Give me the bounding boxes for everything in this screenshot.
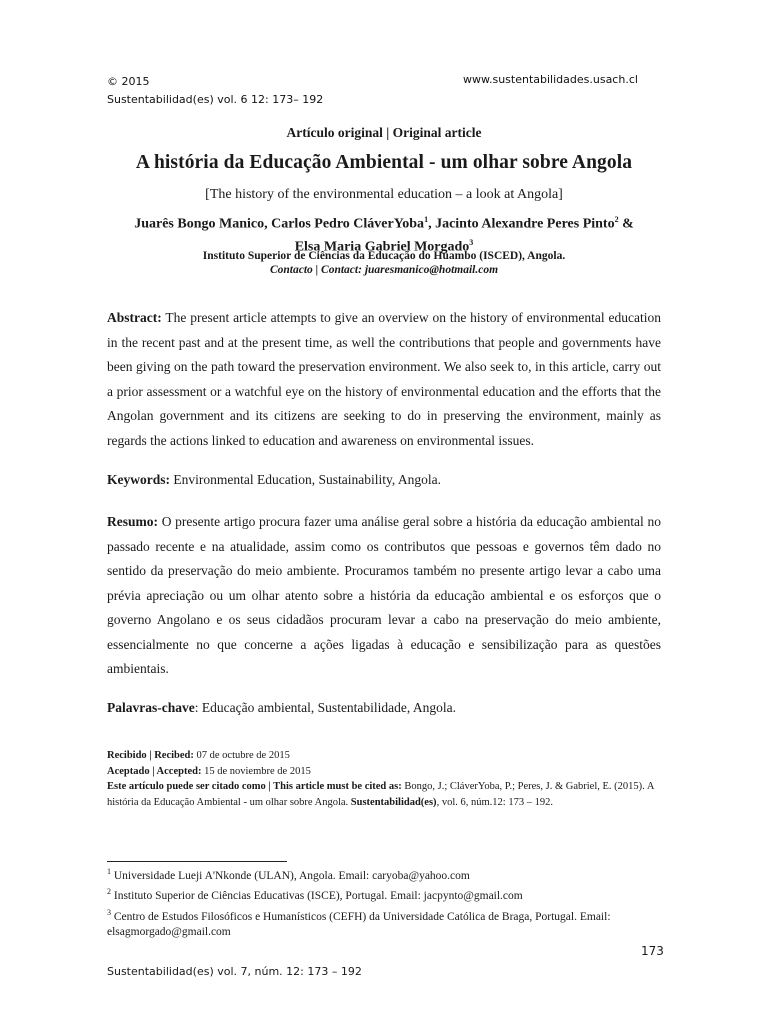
footnote: $^1$ Universidade Lueji A'Nkonde (ULAN), Angola. Email: caryoba@yahoo.com (107, 867, 470, 882)
author-name: Juarês Bongo Manico (134, 216, 265, 232)
contact-label: Contacto | Contact: (269, 264, 362, 276)
footnote-divider (107, 861, 287, 862)
palavras-chave (107, 696, 661, 721)
running-header-left (107, 73, 323, 109)
palavras-label: Palavras-chave (107, 700, 195, 715)
received-line: Recibido | Recibed: 07 de octubre de 2015 (107, 750, 290, 761)
author-name: Elsa Maria Gabriel Morgado (294, 239, 470, 255)
page-number: 173 (641, 944, 664, 958)
author-name: Jacinto Alexandre Peres Pinto (435, 216, 615, 232)
article-kind: Artículo original | Original article (286, 125, 482, 140)
citation: Este artículo puede ser citado como | This article must be cited as: Bongo, J.; CláverYoba, P.; Peres, J. & Gabriel, E. (2015). A história da Educação Ambiental - um olhar sobre Angola. Sustentabilidad(es), vol. 6, núm.12: 173 – 192. (107, 781, 654, 808)
resumo-label: Resumo: (107, 514, 158, 529)
journal-website: www.sustentabilidades.usach.cl (463, 73, 638, 86)
resumo (107, 510, 661, 682)
publication-meta (107, 748, 661, 810)
author-list: Juarês Bongo Manico, Carlos Pedro CláverYoba$^1$, Jacinto Alexandre Peres Pinto$^2$ & Elsa Maria Gabriel Morgado$^3$ (134, 215, 634, 255)
article-title: A história da Educação Ambiental - um olhar sobre Angola (135, 152, 633, 173)
running-footer: Sustentabilidad(es) vol. 7, núm. 12: 173 – 192 (107, 965, 362, 978)
author-affiliation-mark: 3 (469, 237, 474, 247)
keywords-text: Environmental Education, Sustainability, Angola. (173, 472, 441, 487)
abstract-label: Abstract: (107, 310, 162, 325)
accepted-line: Aceptado | Accepted: 15 de noviembre de 2015 (107, 765, 311, 777)
keywords (107, 468, 661, 493)
author-affiliation-mark: 1 (424, 215, 429, 224)
abstract (107, 306, 661, 453)
footnote: $^2$ Instituto Superior de Ciências Educativas (ISCE), Portugal. Email: jacpynto@gmail.com (107, 887, 523, 903)
palavras-text: : Educação ambiental, Sustentabilidade, Angola. (194, 700, 457, 715)
resumo-text: O presente artigo procura fazer uma análise geral sobre a história da educação ambiental no passado recente e na atualidade, assim como os contributos que pessoas e governos têm dado no sentido da preservação do meio ambiente. Procuramos também no presente artigo levar a cabo uma prévia apreciação ou um olhar atento sobre a história da educação ambiental e os esforços que o governo Angolano e os seus cidadãos procuram levar a cabo na preservação do meio ambiente, essencialmente no que concerne a ações ligadas à educação e sensibilização para as questões ambientais. (107, 514, 661, 676)
affiliation (0, 249, 768, 277)
author-name: Carlos Pedro CláverYoba (271, 216, 425, 232)
footnotes (107, 864, 667, 940)
contact-email: juaresmanico@hotmail.com (364, 264, 499, 276)
article-subtitle: [The history of the environmental education – a look at Angola] (205, 187, 563, 202)
copyright: © 2015 (107, 75, 150, 88)
institution: Instituto Superior de Ciências da Educação do Huambo (ISCED), Angola. (202, 250, 566, 262)
abstract-text: The present article attempts to give an overview on the history of environmental education in the recent past and at the present time, as well the contributions that people and governments have been giving on the path toward the preservation environment. We also seek to, in this article, carry out a prior assessment or a watchful eye on the history of environmental education and the efforts that the Angolan government and its citizens are seeking to do in preserving the environment, mainly as regards the actions linked to education and awareness on environmental issues. (107, 310, 661, 448)
author-affiliation-mark: 2 (614, 215, 619, 224)
keywords-label: Keywords: (107, 472, 170, 487)
footnote: $^3$ Centro de Estudos Filosóficos e Humanísticos (CEFH) da Universidade Católica de Braga, Portugal. Email: elsagmorgado@gmail.com (107, 907, 611, 938)
journal-line: Sustentabilidad(es) vol. 6 12: 173– 192 (107, 93, 324, 106)
